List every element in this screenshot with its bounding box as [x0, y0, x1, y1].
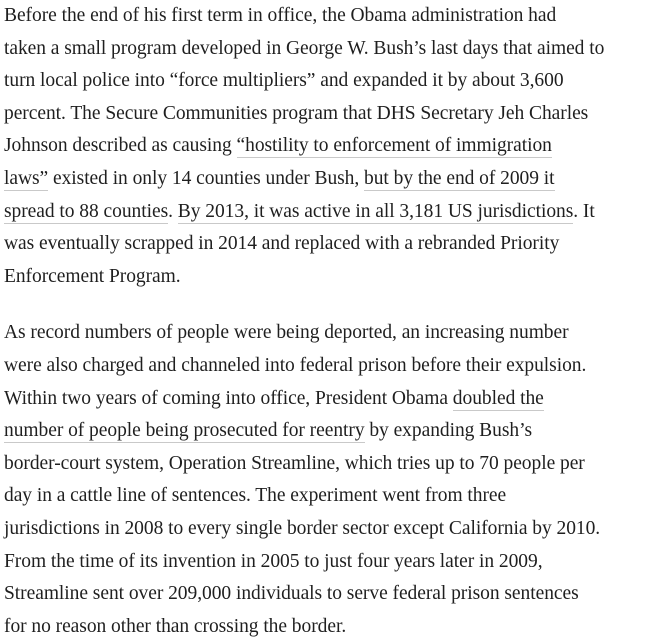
- end-of-2009-link[interactable]: but by the end of 2009 it: [364, 167, 555, 189]
- doubled-prosecutions-link-continued[interactable]: number of people being prosecuted for reentry: [4, 420, 365, 442]
- text-segment: . It: [573, 200, 595, 222]
- text-line: jurisdictions in 2008 to every single border sector except California by 2010.: [4, 517, 601, 539]
- text-segment: Johnson described as causing: [4, 135, 237, 157]
- us-jurisdictions-link[interactable]: By 2013, it was active in all 3,181 US jurisdictions: [177, 200, 574, 222]
- text-segment: existed in only 14 counties under Bush,: [48, 167, 365, 189]
- text-line: As record numbers of people were being deported, an increasing number: [4, 322, 569, 344]
- paragraph-secure-communities: [4, 0, 648, 293]
- text-line: [4, 196, 648, 229]
- text-line: taken a small program developed in George W. Bush’s last days that aimed to: [4, 37, 605, 59]
- text-line: turn local police into “force multipliers” and expanded it by about 3,600: [4, 70, 564, 92]
- end-of-2009-link-continued[interactable]: spread to 88 counties: [4, 200, 169, 222]
- text-line: [4, 130, 648, 163]
- hostility-enforcement-link-continued[interactable]: laws”: [4, 167, 49, 189]
- text-line: percent. The Secure Communities program that DHS Secretary Jeh Charles: [4, 102, 589, 124]
- text-line: Before the end of his first term in office, the Obama administration had: [4, 5, 557, 26]
- text-line: [4, 383, 648, 416]
- text-line: Streamline sent over 209,000 individuals to serve federal prison sentences: [4, 583, 579, 605]
- text-segment: Within two years of coming into office, President Obama: [4, 387, 453, 409]
- text-line: for no reason other than crossing the border.: [4, 615, 347, 637]
- article-body: [4, 0, 648, 643]
- hostility-enforcement-link[interactable]: “hostility to enforcement of immigration: [236, 135, 552, 157]
- text-line: [4, 163, 648, 196]
- text-segment: .: [168, 200, 178, 222]
- text-line: From the time of its invention in 2005 to just four years later in 2009,: [4, 550, 543, 572]
- doubled-prosecutions-link[interactable]: doubled the: [452, 387, 544, 409]
- text-line: day in a cattle line of sentences. The experiment went from three: [4, 485, 507, 507]
- paragraph-operation-streamline: [4, 317, 648, 643]
- text-line: [4, 415, 648, 448]
- text-segment: by expanding Bush’s: [364, 420, 532, 442]
- text-line: border-court system, Operation Streamline, which tries up to 70 people per: [4, 452, 585, 474]
- text-line: were also charged and channeled into federal prison before their expulsion.: [4, 354, 587, 376]
- text-line: Enforcement Program.: [4, 265, 181, 287]
- text-line: was eventually scrapped in 2014 and replaced with a rebranded Priority: [4, 233, 560, 255]
